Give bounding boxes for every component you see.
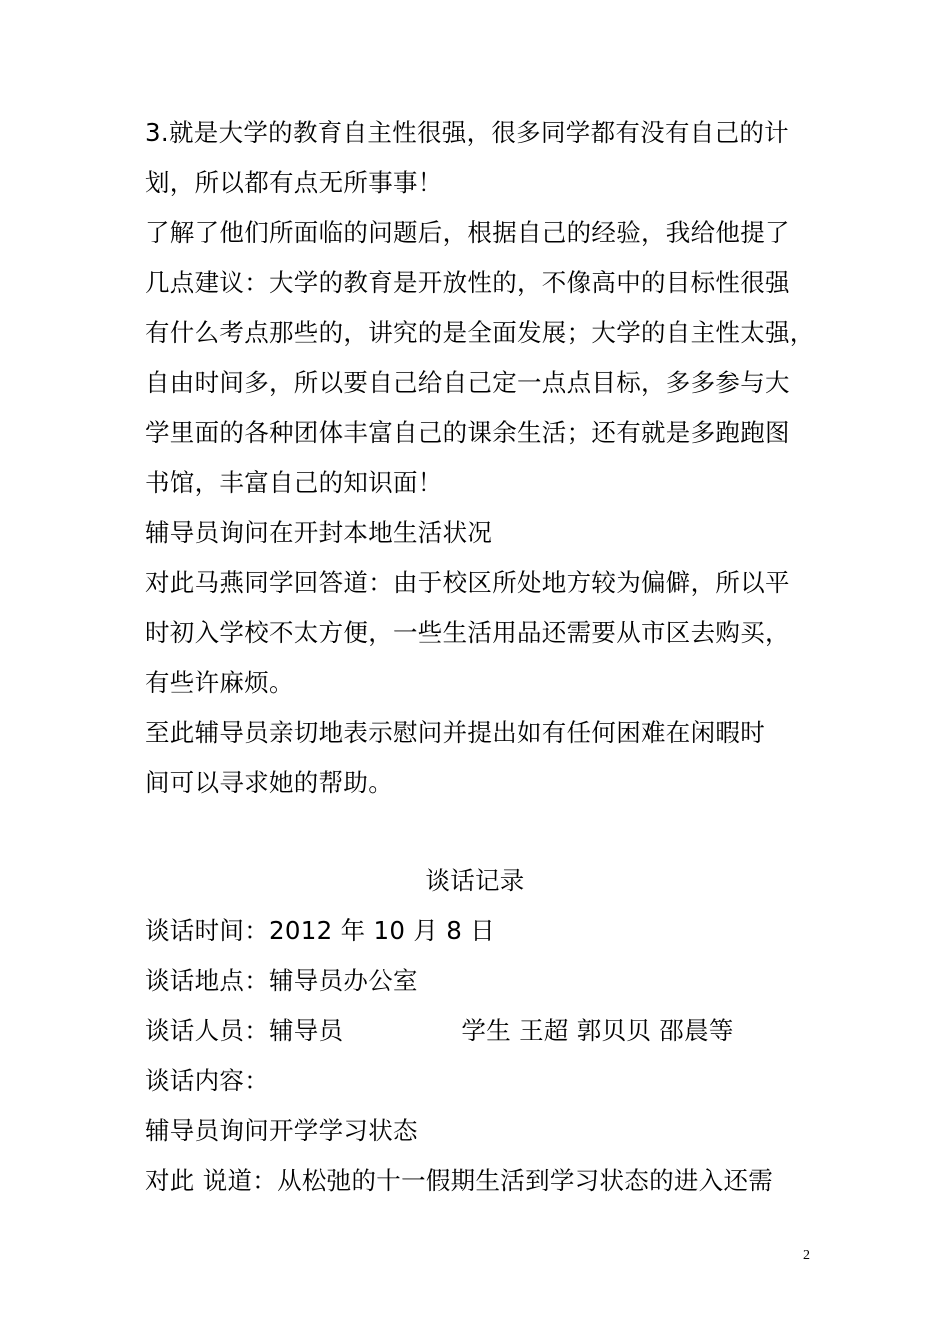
paragraph-text-line: 了解了他们所面临的问题后，根据自己的经验，我给他提了 [145, 218, 790, 247]
paragraph-text-line: 3.就是大学的教育自主性很强，很多同学都有没有自己的计 [145, 118, 789, 147]
record-content-label: 谈话内容： [145, 1066, 269, 1095]
paragraph-text-line: 划，所以都有点无所事事！ [145, 168, 443, 197]
record-time-value: 2012 年 10 月 8 日 [269, 916, 496, 945]
record-title: 谈话记录 [425, 866, 525, 895]
paragraph-text-line: 几点建议：大学的教育是开放性的，不像高中的目标性很强 [145, 268, 790, 297]
record-people-label: 谈话人员： [145, 1016, 269, 1045]
paragraph-text-line: 至此辅导员亲切地表示慰问并提出如有任何困难在闲暇时 [145, 718, 765, 747]
paragraph-text-line: 时初入学校不太方便，一些生活用品还需要从市区去购买， [145, 618, 790, 647]
record-place-label: 谈话地点： [145, 966, 269, 995]
record-topic: 辅导员询问开学学习状态 [145, 1116, 418, 1145]
paragraph-text-line: 对此马燕同学回答道：由于校区所处地方较为偏僻，所以平 [145, 568, 790, 597]
paragraph-text-line: 辅导员询问在开封本地生活状况 [145, 518, 493, 547]
page-number: 2 [803, 1248, 810, 1263]
paragraph-text-line: 有些许麻烦。 [145, 668, 294, 697]
record-place-value: 辅导员办公室 [269, 966, 418, 995]
paragraph-text-line: 自由时间多，所以要自己给自己定一点点目标，多多参与大 [145, 368, 790, 397]
record-people-counselor: 辅导员 [269, 1016, 344, 1045]
record-time-label: 谈话时间： [145, 916, 269, 945]
record-time [145, 916, 495, 946]
paragraph-text-line: 书馆，丰富自己的知识面！ [145, 468, 443, 497]
record-reply-line: 对此 说道：从松弛的十一假期生活到学习状态的进入还需 [145, 1166, 774, 1195]
paragraph-text-line: 有什么考点那些的，讲究的是全面发展；大学的自主性太强， [145, 318, 815, 347]
record-people-students: 学生 王超 郭贝贝 邵晨等 [461, 1016, 734, 1045]
record-people [145, 1016, 734, 1046]
record-place [145, 966, 418, 996]
paragraph-text-line: 学里面的各种团体丰富自己的课余生活；还有就是多跑跑图 [145, 418, 790, 447]
paragraph-text-line: 间可以寻求她的帮助。 [145, 768, 393, 797]
